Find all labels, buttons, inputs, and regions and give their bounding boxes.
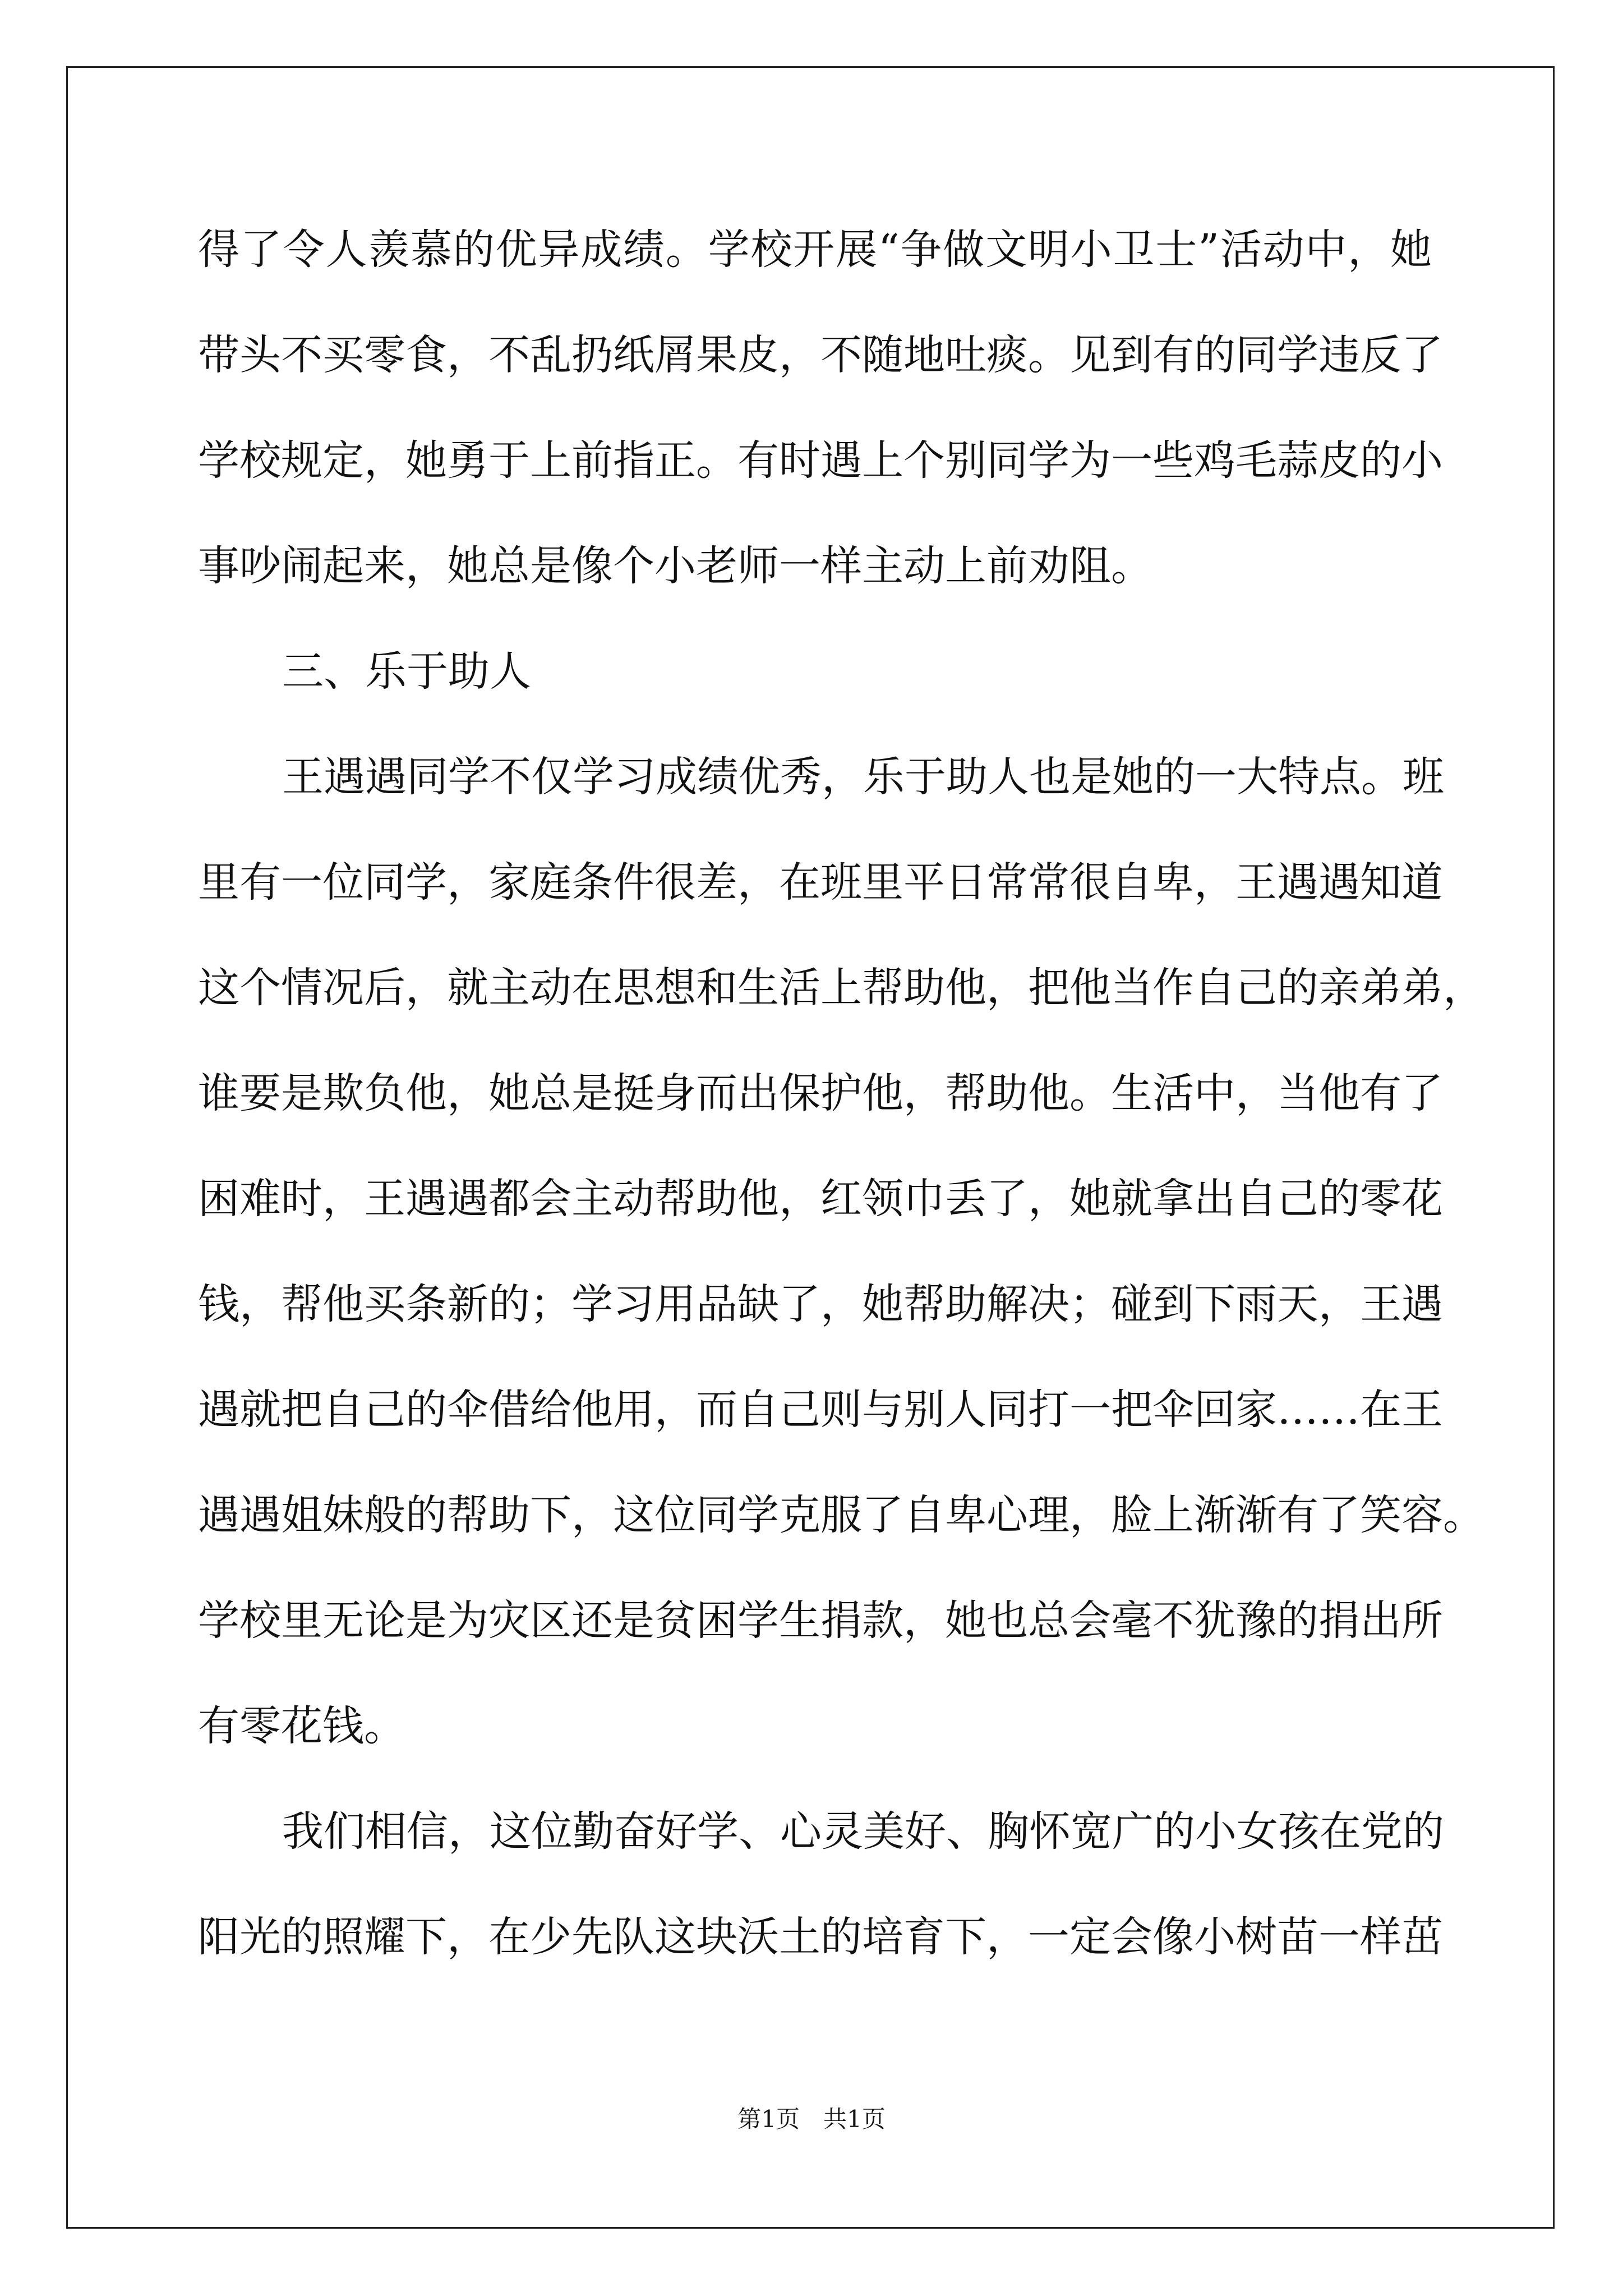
text-line: 这个情况后，就主动在思想和生活上帮助他，把他当作自己的亲弟弟， [198,964,1484,1012]
text-line: 学校里无论是为灾区还是贫困学生捐款，她也总会毫不犹豫的捐出所 [198,1596,1443,1645]
text-line: 困难时，王遇遇都会主动帮助他，红领巾丢了，她就拿出自己的零花 [198,1175,1443,1223]
text-line: 遇遇姐妹般的帮助下，这位同学克服了自卑心理，脸上渐渐有了笑容。 [198,1491,1484,1539]
document-body [198,216,1484,2009]
text-line: 得了令人羡慕的优异成绩。学校开展“争做文明小卫士”活动中，她 [198,226,1432,274]
text-line: 我们相信，这位勤奋好学、心灵美好、胸怀宽广的小女孩在党的 [282,1807,1444,1856]
page-footer: 第1页 共1页 [737,2105,886,2133]
text-line: 谁要是欺负他，她总是挺身而出保护他，帮助他。生活中，当他有了 [198,1069,1443,1117]
text-line: 钱，帮他买条新的；学习用品缺了，她帮助解决；碰到下雨天，王遇 [198,1280,1443,1328]
text-line: 学校规定，她勇于上前指正。有时遇上个别同学为一些鸡毛蒜皮的小 [198,436,1443,485]
text-line: 里有一位同学，家庭条件很差，在班里平日常常很自卑，王遇遇知道 [198,858,1443,907]
text-line: 事吵闹起来，她总是像个小老师一样主动上前劝阻。 [198,542,1152,590]
text-line: 带头不买零食，不乱扔纸屑果皮，不随地吐痰。见到有的同学违反了 [198,331,1443,379]
text-line: 阳光的照耀下，在少先队这块沃土的培育下，一定会像小树苗一样茁 [198,1913,1443,1961]
text-line: 有零花钱。 [198,1702,405,1750]
text-line: 王遇遇同学不仅学习成绩优秀，乐于助人也是她的一大特点。班 [282,753,1444,801]
text-line: 遇就把自己的伞借给他用，而自己则与别人同打一把伞回家……在王 [198,1386,1443,1434]
section-heading: 三、乐于助人 [282,647,531,696]
